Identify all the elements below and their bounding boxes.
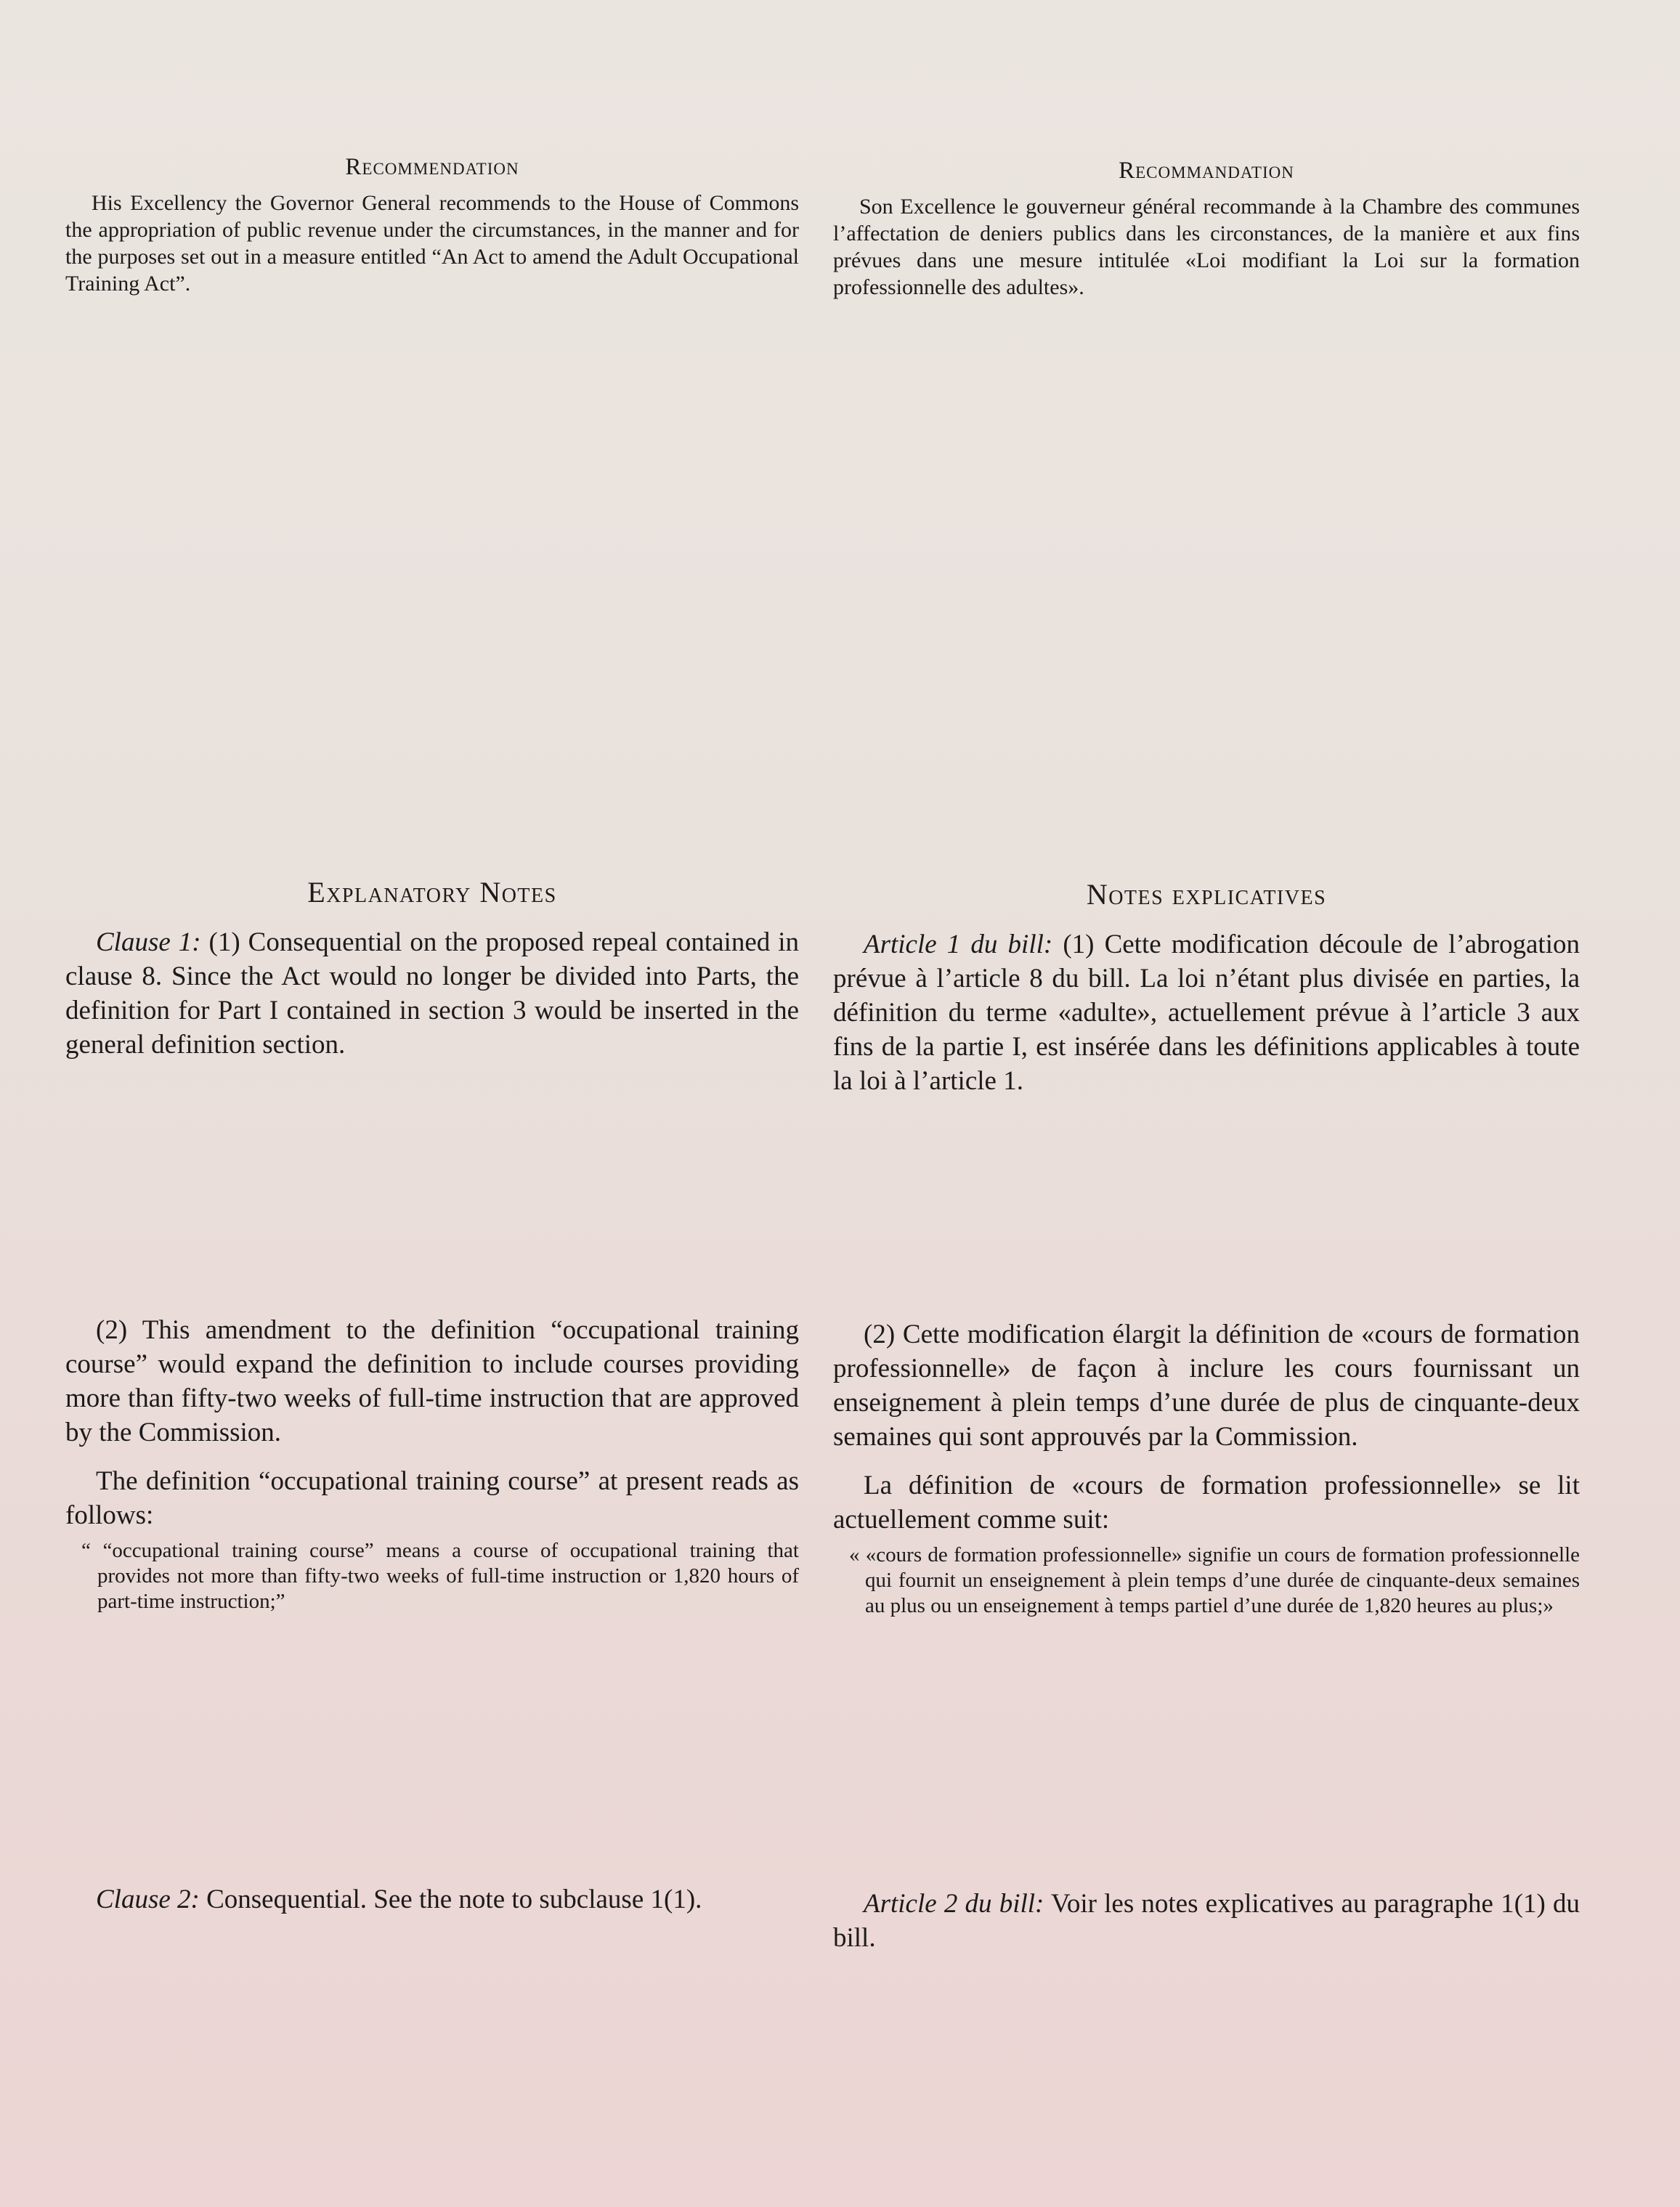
clause2-label: Clause 2: — [96, 1885, 200, 1914]
explanatory-notes-fr-heading: Notes explicatives — [1086, 878, 1327, 911]
article1-sub2-quote-fr: « «cours de formation professionnelle» signifie un cours de formation professionnelle qui fournit un enseignement à plein temps d’une durée de cinquante-deux semaines au plus ou un enseignement à temps partiel d’une durée de 1,820 heures au plus;» — [849, 1543, 1580, 1617]
clause2-en-block — [65, 1882, 799, 1931]
recommendation-fr-text: Son Excellence le gouverneur général recommande à la Chambre des communes l’affectation de deniers publics dans les circonstances, de la manière et aux fins prévues dans une mesure intitulée «Loi modifiant la Loi sur la formation professionnelle des adultes». — [833, 195, 1580, 299]
explanatory-notes-fr-heading-block — [833, 877, 1580, 1113]
article2-label: Article 2 du bill: — [864, 1889, 1044, 1919]
clause1-label: Clause 1: — [96, 927, 201, 957]
article1-sub2-def-intro-fr: La définition de «cours de formation professionnelle» se lit actuellement comme suit: — [833, 1471, 1580, 1535]
clause1-sub2-quote-en: “ “occupational training course” means a course of occupational training that provides not more than fifty-two weeks of full-time instruction or 1,820 hours of part-time instruction;” — [81, 1539, 799, 1613]
clause2-text: Consequential. See the note to subclause 1(1). — [199, 1885, 702, 1914]
recommendation-en-section — [65, 154, 799, 297]
explanatory-notes-en-heading-block — [65, 875, 799, 1076]
explanatory-notes-en-heading: Explanatory Notes — [307, 876, 557, 909]
article2-text: Voir les notes explicatives au paragraphe 1(1) du bill. — [833, 1889, 1580, 1953]
clause1-sub2-def-intro-en: The definition “occupational training course” at present reads as follows: — [65, 1466, 799, 1530]
recommendation-fr-section — [833, 158, 1580, 301]
clause1-note-en — [65, 925, 799, 1062]
article2-fr-block — [833, 1887, 1580, 1970]
clause2-note-en — [65, 1882, 799, 1917]
article1-note-fr — [833, 927, 1580, 1098]
article1-text: (1) Cette modification découle de l’abrogation prévue à l’article 8 du bill. La loi n’étant plus divisée en parties, la définition du terme «adulte», actuellement prévue à l’article 3 aux fins de la partie I, est insérée dans les définitions applicables à toute la loi à l’article 1. — [833, 930, 1580, 1096]
clause1-sub2-en-block — [65, 1313, 799, 1614]
article1-label: Article 1 du bill: — [864, 930, 1053, 959]
article1-sub2-fr: (2) Cette modification élargit la définition de «cours de formation professionnelle» de façon à inclure les cours fournissant un enseignement à plein temps d’une durée de plus de cinquante-deux semaines qui sont approuvés par la Commission. — [833, 1320, 1580, 1452]
clause1-sub2-en: (2) This amendment to the definition “occupational training course” would expand the definition to include courses providing more than fifty-two weeks of full-time instruction that are approved by the Commission. — [65, 1315, 799, 1447]
article1-sub2-fr-block — [833, 1317, 1580, 1619]
article2-note-fr — [833, 1887, 1580, 1955]
recommendation-en-heading: Recommendation — [345, 154, 519, 180]
clause1-text: (1) Consequential on the proposed repeal contained in clause 8. Since the Act would no longer be divided into Parts, the definition for Part I contained in section 3 would be inserted in the general definition section. — [65, 927, 799, 1060]
recommendation-en-text: His Excellency the Governor General recommends to the House of Commons the appropriation of public revenue under the circumstances, in the manner and for the purposes set out in a measure entitled “An Act to amend the Adult Occupational Training Act”. — [65, 191, 799, 296]
recommendation-fr-heading: Recommandation — [1119, 158, 1294, 184]
